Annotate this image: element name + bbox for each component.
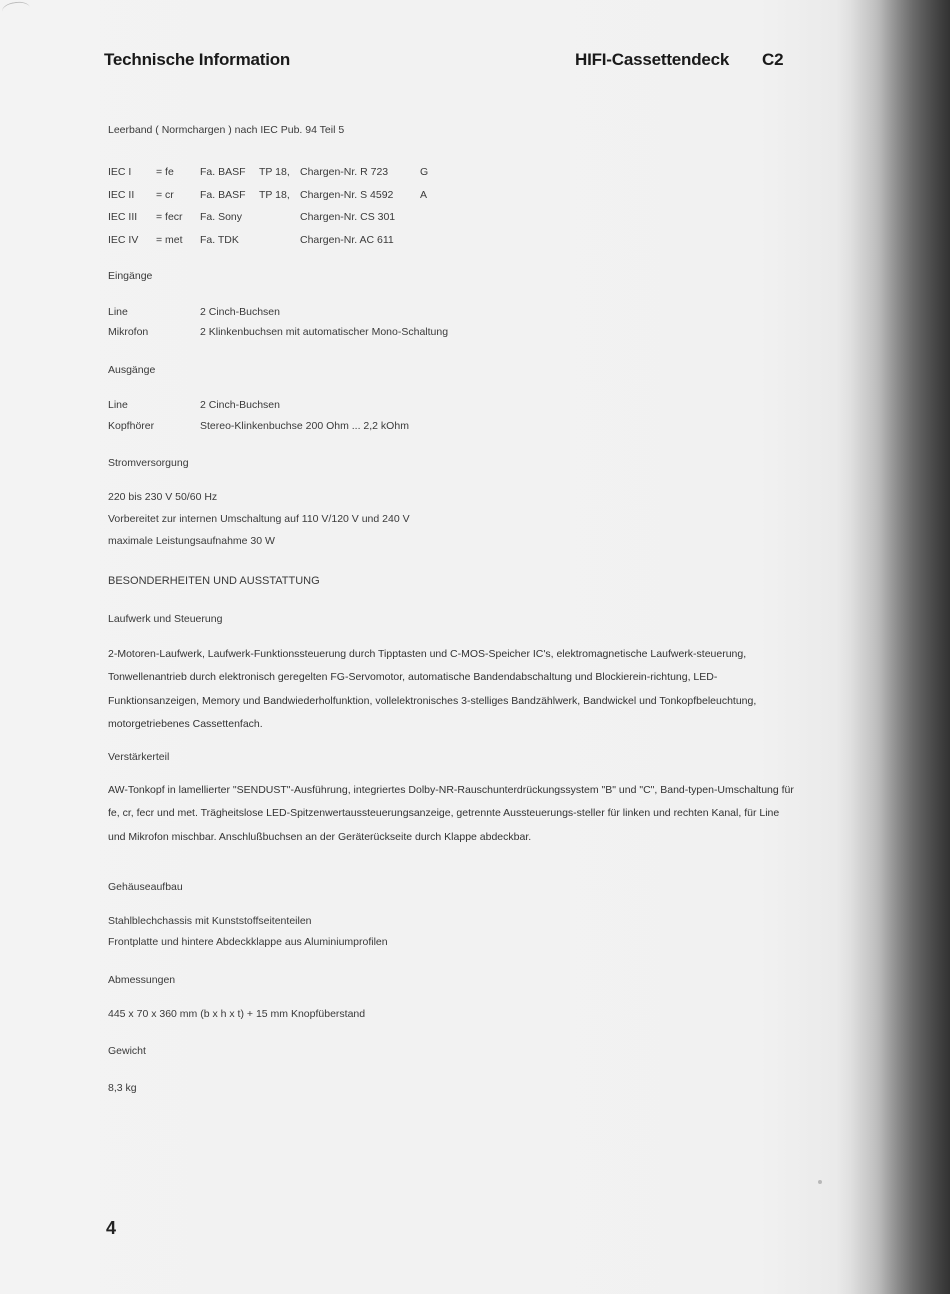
iec-class: IEC III [108, 211, 138, 223]
abmessungen-value: 445 x 70 x 360 mm (b x h x t) + 15 mm Knopfüberstand [108, 1008, 366, 1020]
tape-suffix: A [420, 189, 428, 201]
verstaerker-paragraph: AW-Tonkopf in lamellierter "SENDUST"-Ausführung, integriertes Dolby-NR-Rauschunterdrückungssystem "B" und "C", Band-typen-Umschaltung für fe, cr, fecr und met. Trägheitslose LED-Spitzenwertaussteuerungsanzeige, getrennte Aussteuerungs-steller für linken und rechten Kanal, für Line und Mikrofon mischbar. Anschlußbuchsen an der Geräterückseite durch Klappe abdeckbar. [108, 784, 794, 843]
power-line: Vorbereitet zur internen Umschaltung auf 110 V/120 V und 240 V [108, 513, 410, 525]
tape-tp: TP 18, [259, 166, 290, 178]
tape-charge: Chargen-Nr. S 4592 [300, 189, 394, 201]
gewicht-value: 8,3 kg [108, 1082, 137, 1094]
input-label-line: Line [108, 306, 128, 318]
besonderheiten-heading: BESONDERHEITEN UND AUSSTATTUNG [108, 575, 320, 587]
tape-charge: Chargen-Nr. R 723 [300, 166, 389, 178]
abmessungen-heading: Abmessungen [108, 974, 176, 986]
power-line: 220 bis 230 V 50/60 Hz [108, 491, 218, 503]
tape-tp: TP 18, [259, 189, 290, 201]
gehaeuse-heading: Gehäuseaufbau [108, 881, 183, 893]
output-value-kopfhoerer: Stereo-Klinkenbuchse 200 Ohm ... 2,2 kOhm [200, 420, 409, 432]
verstaerker-heading: Verstärkerteil [108, 751, 170, 763]
tape-charge: Chargen-Nr. CS 301 [300, 211, 396, 223]
page-edge-shadow [850, 0, 950, 1294]
leerband-heading: Leerband ( Normchargen ) nach IEC Pub. 94 Teil 5 [108, 124, 345, 136]
tape-suffix: G [420, 166, 429, 178]
tape-brand: Fa. BASF [200, 166, 246, 178]
gehaeuse-line: Stahlblechchassis mit Kunststoffseitenteilen [108, 915, 312, 927]
tape-type: = cr [156, 189, 174, 201]
tape-brand: Fa. TDK [200, 234, 239, 246]
scan-speck [818, 1180, 822, 1184]
header-product: HIFI-Cassettendeck [575, 50, 730, 69]
tape-type: = met [156, 234, 183, 246]
tape-brand: Fa. BASF [200, 189, 246, 201]
power-line: maximale Leistungsaufnahme 30 W [108, 535, 275, 547]
iec-class: IEC II [108, 189, 135, 201]
header-title: Technische Information [104, 50, 291, 69]
laufwerk-heading: Laufwerk und Steuerung [108, 613, 223, 625]
iec-class: IEC I [108, 166, 132, 178]
header-model: C2 [762, 50, 784, 69]
laufwerk-paragraph: 2-Motoren-Laufwerk, Laufwerk-Funktionssteuerung durch Tipptasten und C-MOS-Speicher IC's, elektromagnetische Laufwerk-steuerung, Tonwellenantrieb durch elektronisch geregelten FG-Servomotor, automatische Bandendabschaltung und Blockierein-richtung, LED-Funktionsanzeigen, Memory und Bandwiederholfunktion, vollelektronisches 3-stelliges Bandzählwerk, Bandwickel und Tonkopfbeleuchtung, motorgetriebenes Cassettenfach. [108, 648, 757, 730]
stromversorgung-heading: Stromversorgung [108, 457, 189, 469]
input-value-mikrofon: 2 Klinkenbuchsen mit automatischer Mono-Schaltung [200, 326, 449, 338]
page-number: 4 [106, 1218, 117, 1238]
output-label-line: Line [108, 399, 128, 411]
tape-brand: Fa. Sony [200, 211, 243, 223]
gehaeuse-line: Frontplatte und hintere Abdeckklappe aus Aluminiumprofilen [108, 936, 388, 948]
gewicht-heading: Gewicht [108, 1045, 146, 1057]
tape-type: = fe [156, 166, 174, 178]
output-value-line: 2 Cinch-Buchsen [200, 399, 280, 411]
input-value-line: 2 Cinch-Buchsen [200, 306, 280, 318]
input-label-mikrofon: Mikrofon [108, 326, 149, 338]
corner-mark [1, 0, 31, 19]
eingaenge-heading: Eingänge [108, 270, 153, 282]
output-label-kopfhoerer: Kopfhörer [108, 420, 155, 432]
ausgaenge-heading: Ausgänge [108, 364, 156, 376]
tape-charge: Chargen-Nr. AC 611 [300, 234, 394, 246]
iec-class: IEC IV [108, 234, 139, 246]
tape-type: = fecr [156, 211, 183, 223]
